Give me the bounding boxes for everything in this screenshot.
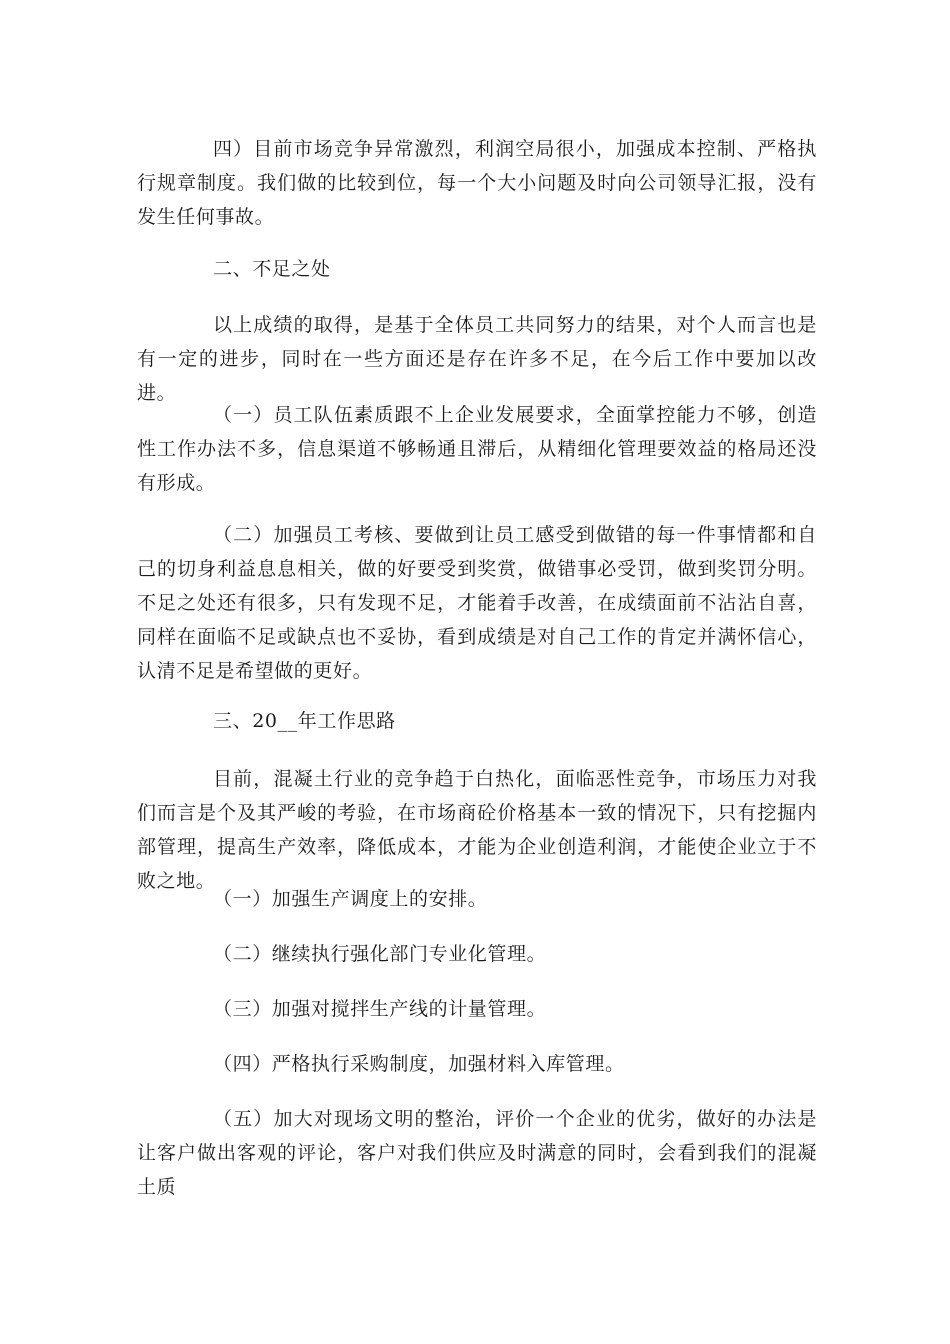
paragraph-shortcoming-one: （一）员工队伍素质跟不上企业发展要求，全面掌控能力不够，创造性工作办法不多，信息渠道不够畅通且滞后，从精细化管理要效益的格局还没有形成。 <box>137 404 817 494</box>
paragraph-achievements: 以上成绩的取得，是基于全体员工共同努力的结果，对个人而言也是有一定的进步，同时在一些方面还是存在许多不足，在今后工作中要加以改进。 <box>137 314 817 404</box>
section-heading-shortcomings: 二、不足之处 <box>213 258 331 280</box>
list-item-procurement: （四）严格执行采购制度，加强材料入库管理。 <box>213 1053 625 1075</box>
list-item-production-scheduling: （一）加强生产调度上的安排。 <box>213 888 488 910</box>
list-item-metering-management: （三）加强对搅拌生产线的计量管理。 <box>213 998 547 1020</box>
list-item-department-management: （二）继续执行强化部门专业化管理。 <box>213 943 547 965</box>
paragraph-shortcoming-two: （二）加强员工考核、要做到让员工感受到做错的每一件事情都和自己的切身利益息息相关，做的好要受到奖赏，做错事必受罚，做到奖罚分明。不足之处还有很多，只有发现不足，才能着手改善，在成绩面前不沾沾自喜，同样在面临不足或缺点也不妥协，看到成绩是对自己工作的肯定并满怀信心，认清不足是希望做的更好。 <box>137 524 817 682</box>
paragraph-cost-control: 四）目前市场竞争异常激烈，利润空局很小，加强成本控制、严格执行规章制度。我们做的比较到位，每一个大小问题及时向公司领导汇报，没有发生任何事故。 <box>137 138 817 228</box>
paragraph-industry-situation: 目前，混凝土行业的竞争趋于白热化，面临恶性竞争，市场压力对我们而言是个及其严峻的考验，在市场商砼价格基本一致的情况下，只有挖掘内部管理，提高生产效率，降低成本，才能为企业创造利润，才能使企业立于不败之地。 <box>137 768 817 892</box>
paragraph-site-civilization: （五）加大对现场文明的整治，评价一个企业的优劣，做好的办法是让客户做出客观的评论，客户对我们供应及时满意的同时，会看到我们的混凝土质 <box>137 1108 817 1198</box>
section-heading-work-plan: 三、20__年工作思路 <box>213 710 396 732</box>
